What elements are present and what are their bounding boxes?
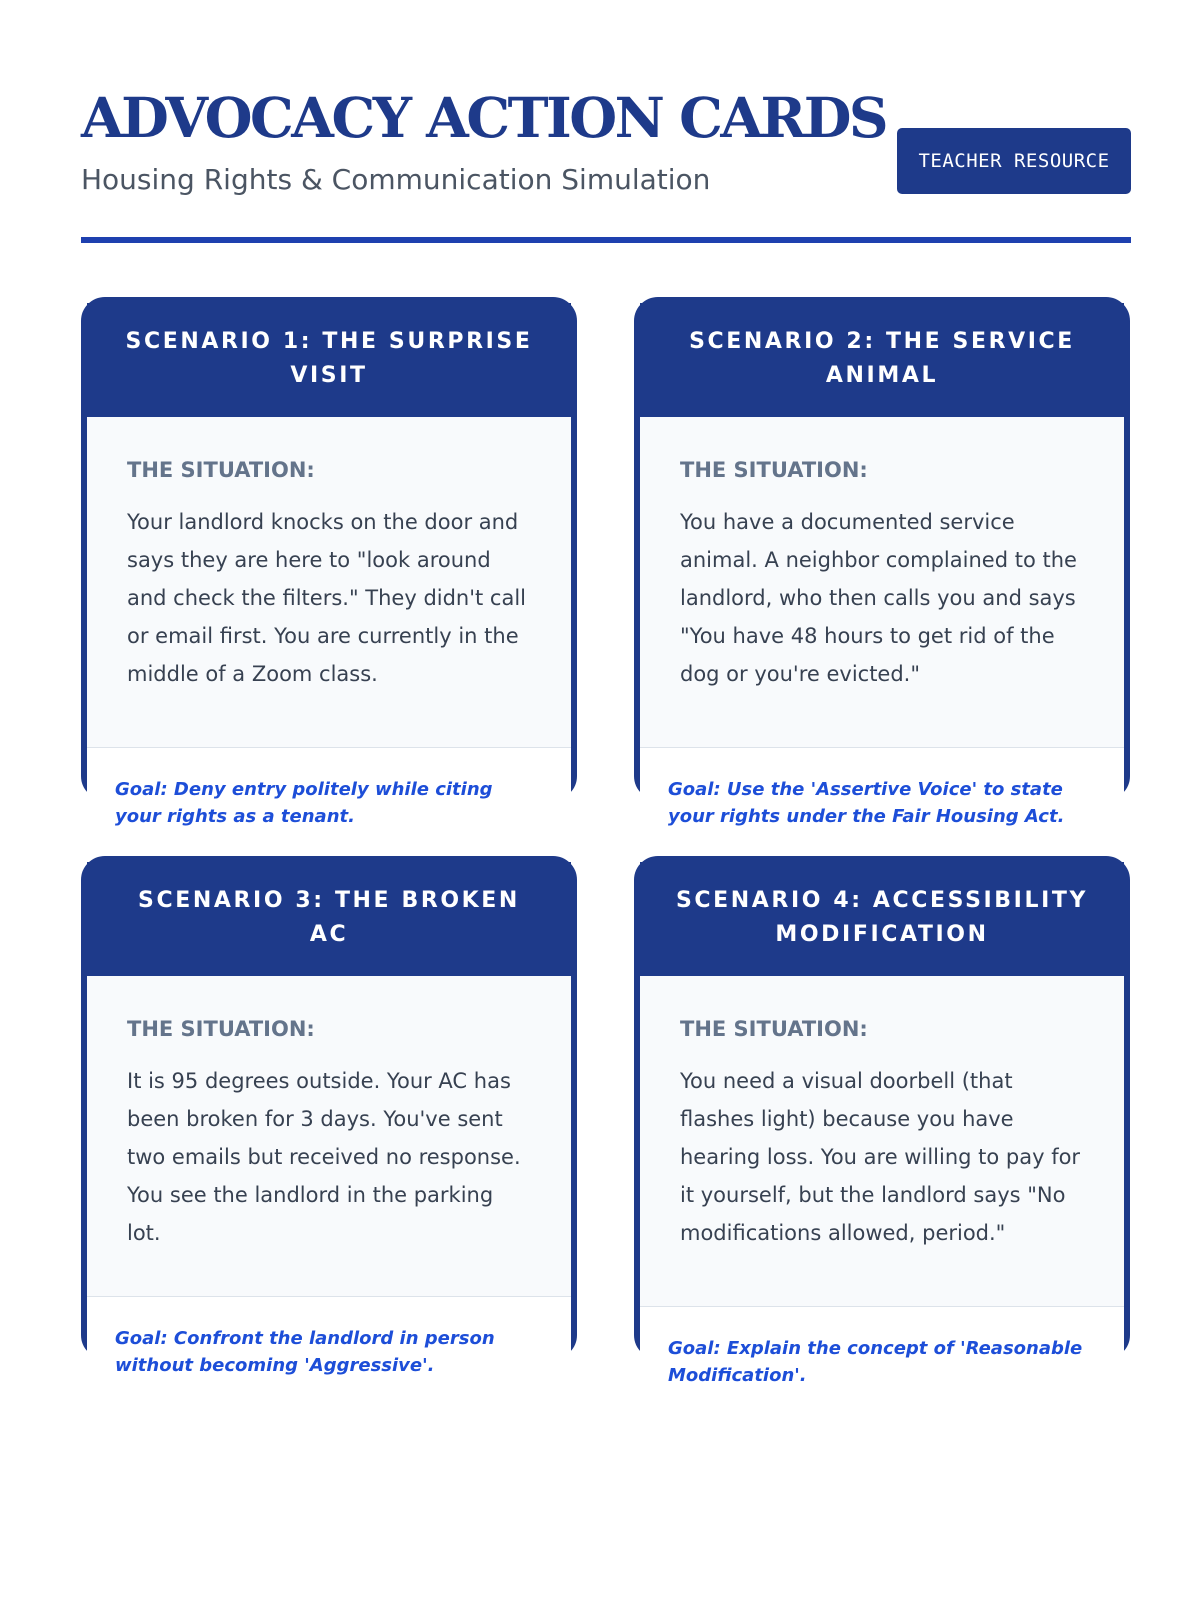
- card-body: [87, 417, 571, 747]
- page-header: [81, 82, 1131, 242]
- situation-text: Your landlord knocks on the door and says they are here to "look around and check the filters." They didn't call or email first. You are currently in the middle of a Zoom class.: [127, 510, 527, 686]
- card-title: SCENARIO 4: ACCESSIBILITY MODIFICATION: [640, 862, 1124, 976]
- card-goal: Goal: Explain the concept of 'Reasonable Modification'.: [640, 1306, 1124, 1506]
- situation-text: It is 95 degrees outside. Your AC has been broken for 3 days. You've sent two emails but received no response. You see the landlord in the parking lot.: [127, 1069, 521, 1245]
- page-subtitle: Housing Rights & Communication Simulation: [81, 163, 711, 196]
- page-title: ADVOCACY ACTION CARDS: [81, 85, 887, 150]
- teacher-resource-badge: TEACHER RESOURCE: [897, 128, 1131, 194]
- situation-text: You have a documented service animal. A neighbor complained to the landlord, who then calls you and says "You have 48 hours to get rid of the dog or you're evicted.": [680, 510, 1077, 686]
- scenario-card-2: [634, 297, 1130, 827]
- header-divider: [81, 237, 1131, 243]
- scenario-card-1: [81, 297, 577, 827]
- card-body: [87, 976, 571, 1296]
- situation-label: THE SITUATION:: [680, 1017, 868, 1041]
- scenario-card-3: [81, 856, 577, 1376]
- card-goal: Goal: Deny entry politely while citing your rights as a tenant.: [87, 747, 571, 947]
- card-goal: Goal: Use the 'Assertive Voice' to state your rights under the Fair Housing Act.: [640, 747, 1124, 947]
- scenario-card-4: [634, 856, 1130, 1386]
- card-goal: Goal: Confront the landlord in person without becoming 'Aggressive'.: [87, 1296, 571, 1496]
- card-title: SCENARIO 1: THE SURPRISE VISIT: [87, 303, 571, 417]
- situation-label: THE SITUATION:: [680, 458, 868, 482]
- situation-text: You need a visual doorbell (that flashes light) because you have hearing loss. You are willing to pay for it yourself, but the landlord says "No modifications allowed, period.": [680, 1069, 1081, 1245]
- situation-label: THE SITUATION:: [127, 1017, 315, 1041]
- card-title: SCENARIO 3: THE BROKEN AC: [87, 862, 571, 976]
- card-title: SCENARIO 2: THE SERVICE ANIMAL: [640, 303, 1124, 417]
- situation-label: THE SITUATION:: [127, 458, 315, 482]
- card-body: [640, 417, 1124, 747]
- card-body: [640, 976, 1124, 1306]
